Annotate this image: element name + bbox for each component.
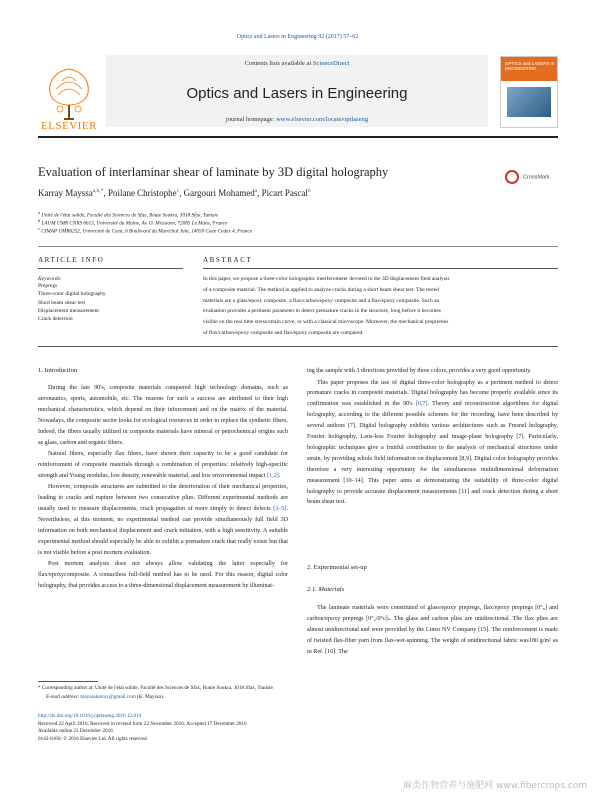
abstract-heading: ABSTRACT [203, 256, 253, 264]
publisher-name: ELSEVIER [41, 120, 97, 132]
author-name[interactable]: Gargouri Mohamed [183, 188, 255, 198]
paragraph-text: . Theory and reconstruction algorithms for digital holography, according to the different possible schemes for the recording, have been described by several authors [7]. Digital holography exhibits various architectures such as Fresnel holography, Fourier holography, Lens-less Fourier holography and image-plane holography [7]. Particularly, holographic techniques give a fruitful contribution to the analysis of mechanical structures under strain, by providing whole field information on displacement [8,9]. Digital color holography provides therefore a very interesting opportunity for the simultaneous multidimensional deformation measurement [10–14]. This paper aims at demonstrating the suitability of three-color digital holography to provide accurate displacement measurements [11] and crack detection during a short beam shear test. [307, 401, 558, 506]
section-heading-experimental-setup: 2. Experimental set-up [307, 564, 367, 571]
journal-cover-thumbnail[interactable] [500, 56, 558, 128]
footnote-rule [38, 681, 98, 682]
section-heading-introduction: 1. Introduction [38, 367, 78, 374]
abstract-line: materials are a glass/epoxy composite, a flax/carbon/epoxy composite and a flax/epoxy composite. Such an [203, 297, 440, 304]
keywords-block [38, 276, 183, 323]
paragraph [307, 378, 558, 509]
citation-link[interactable]: [6,7] [415, 401, 428, 408]
journal-reference[interactable]: Optics and Lasers in Engineering 92 (2017) 57–62 [236, 34, 359, 40]
abstract-line: of a composite material. The method in applied to analyze cracks during a short beam shear test. The tested [203, 286, 439, 293]
abstract-line: evaluation provides a pertinent parameter to detect premature cracks in the structure, long before it becomes [203, 308, 441, 315]
keyword: Displacement measurement [38, 307, 99, 314]
author-list: Karray Mayssa$^{a,b,*}$, Poilane Christophe$^c$, Gargouri Mohamed$^a$, Picart Pascal$^b$ [38, 188, 311, 198]
paragraph-text: ing the sample with 3 directions provided by three colors, provides a very good opportunity. [307, 368, 532, 374]
abstract-line: visible on the real time stress/strain curve, or with a classical microscope. Moreover, the mechanical proprieties [203, 319, 449, 326]
affiliation-text: Unité de l'état solide, Faculté des Sciences de Sfax, Route Soukra, 3018 Sfax, Tunisie [41, 212, 218, 219]
corresponding-author-text: * Corresponding author at: Unité de l'état solide, Faculté des Sciences de Sfax, Route Soukra, 3018 Sfax, Tunisie. [38, 685, 275, 691]
publication-info [38, 713, 558, 743]
affiliation-divider [38, 246, 558, 247]
corresponding-author-note [38, 684, 558, 702]
keyword: Short beam shear test [38, 299, 86, 306]
affiliation-mark: a [38, 210, 40, 215]
author-affiliation-mark: a,b,* [92, 188, 104, 194]
citation-link[interactable]: [3–5] [273, 506, 287, 513]
keywords-label: Keywords: [38, 276, 62, 282]
keyword: Prepregs [38, 283, 58, 289]
homepage-link[interactable]: www.elsevier.com/locate/optlaseng [276, 116, 369, 123]
affiliation-mark: b [38, 218, 41, 223]
author-name[interactable]: Picart Pascal [261, 188, 308, 198]
author-name[interactable]: Karray Mayssa [38, 188, 93, 198]
affiliation-mark: c [38, 226, 40, 231]
homepage-line [106, 116, 488, 123]
homepage-prefix: journal homepage: [225, 116, 277, 123]
contents-prefix: Contents lists available at [244, 60, 313, 67]
article-info-heading: ARTICLE INFO [38, 256, 105, 264]
contents-line [106, 60, 488, 67]
paragraph-text: The laminate materials were constituted of glass/epoxy prepregs, flax/epoxy prepregs [0°₈] and carbon/epoxy prepregs [0°₂/0°c]ₛ. The glass and carbon plies are unidirectional. The flax plies are almost unidirectional and were provided by the Lineo NV Company [15]. The reinforcement is made of twisted flax-fiber yarn from flax-wet-spinning. The weight of unidirectional fabric was180 g/m² as in Ref. [16]. The [307, 605, 558, 655]
cover-title: OPTICS and LASERS in ENGINEERING [505, 61, 555, 72]
introduction-body [38, 383, 288, 592]
materials-body [307, 603, 558, 658]
abstract-rule [203, 268, 558, 269]
received-dates: Received 22 April 2016; Received in revised form 22 November 2016; Accepted 17 December 2016 [38, 720, 247, 727]
paragraph [38, 482, 288, 558]
email-label: E-mail address: [46, 694, 81, 700]
crossmark-label: CrossMark [523, 174, 550, 181]
header-divider [38, 136, 558, 138]
right-column-body [307, 366, 558, 508]
email-line [38, 693, 558, 702]
journal-title: Optics and Lasers in Engineering [186, 85, 408, 102]
paper-title: Evaluation of interlaminar shear of laminate by 3D digital holography [38, 165, 389, 179]
keyword: Crack detection [38, 316, 73, 323]
email-suffix: (K. Mayssa). [135, 694, 164, 700]
paragraph [38, 383, 288, 448]
sciencedirect-link[interactable]: ScienceDirect [312, 60, 350, 67]
paragraph-text: This paper proposes the use of digital three-color holography as a pertinent method to detect premature cracks in composite materials. Digital holography has become properly available since its confirmation was established in the 90's [307, 379, 558, 408]
online-date: Available online 23 December 2016 [38, 728, 113, 735]
site-watermark: 麻类作物营养与施肥网 www.fibercrops.com [403, 781, 587, 791]
abstract-bottom-rule [38, 346, 558, 347]
paragraph-text: Natural fibers, especially flax fibers, have shown their capacity to be a good candidate for reinforcement of composite materials through a combination of properties: relatively high-specific strength and Young modulus, low density, renewable material, and low environmental impact [38, 451, 288, 479]
abstract-line: In this paper, we propose a three-color holographic interferometer devoted to the 3D displacement field analysis [203, 276, 450, 282]
author-affiliation-mark: b [307, 188, 311, 194]
doi-link[interactable]: http://dx.doi.org/10.1016/j.optlaseng.2016.12.014 [38, 713, 142, 719]
abstract-line: of flax/carbon/epoxy composite and flax/epoxy composite are compared. [203, 329, 364, 336]
email-link[interactable]: mayssakarray@gmail.com [80, 694, 136, 700]
affiliation-text: LAUM UMR CNRS 6613, Université du Maine, Av. O. Messiaen, 72085 Le Mans, France [41, 220, 228, 227]
paragraph [307, 603, 558, 658]
copyright-notice: 0143-8166/ © 2016 Elsevier Ltd. All rights reserved. [38, 735, 148, 742]
elsevier-tree-logo [38, 56, 100, 126]
cover-banner [501, 57, 557, 81]
keyword: Three-color digital holography [38, 291, 106, 298]
paragraph [38, 559, 288, 592]
paragraph-text: However, composite structures are submitted to the deterioration of their mechanical properties, leading to cracks and rupture between two consecutive plies. Different experimental methods are usually used to measure displacements, crack propagation of more simply to detect defects [38, 484, 288, 513]
affiliation-text: CIMAP UMR6252, Université de Caen, 6 Boulevard du Maréchal Juin, 14050 Caen Cedex 4, France [41, 228, 253, 235]
author-affiliation-mark: a [254, 188, 258, 194]
paragraph-text: Post mortem analysis does not always allow validating the latter especially for flax/epoxycomposite. A contactless full-field method has to be used. For this reason, digital color holography, that provides access to a three-dimensional displacement measurement by illuminat- [38, 561, 288, 590]
cover-image [507, 87, 551, 117]
author-name[interactable]: Poilane Christophe [107, 188, 177, 198]
abstract-body [203, 274, 558, 339]
crossmark-icon [505, 170, 519, 184]
paragraph-text: . [278, 472, 281, 479]
paragraph [307, 366, 558, 377]
article-info-rule [38, 268, 183, 269]
affiliation [38, 226, 252, 235]
paragraph [38, 449, 288, 482]
subsection-heading-materials: 2.1. Materials [307, 586, 345, 593]
author-affiliation-mark: c [176, 188, 180, 194]
crossmark-badge[interactable] [505, 168, 553, 186]
paragraph-text: . Nevertheless, at this moment, no experimental method can provide simultaneously full field 3D information on both mechanical displacement and crack initiation, with a high sensitivity. A suitable experimental method should especially be able to exhibit a premature crack that really exists but that is not visible before a post mortem evaluation. [38, 506, 288, 556]
citation-link[interactable]: [1,2] [267, 472, 279, 479]
paragraph-text: During the late 90's, composite materials conquered high technology domains, such as aeronautics, sports, automobile, etc. The reasons for such a success are attributed to their high mechanical characteristics, which depend on their inforcement and on the matrix of the material. Nowadays, the composite sector looks for ecological resources in order to replace the synthetic fibers. Indeed, the fibers usually utilized in composite materials have mineral or petrochemical origins such as glass, carbon and organic fibers. [38, 385, 288, 446]
